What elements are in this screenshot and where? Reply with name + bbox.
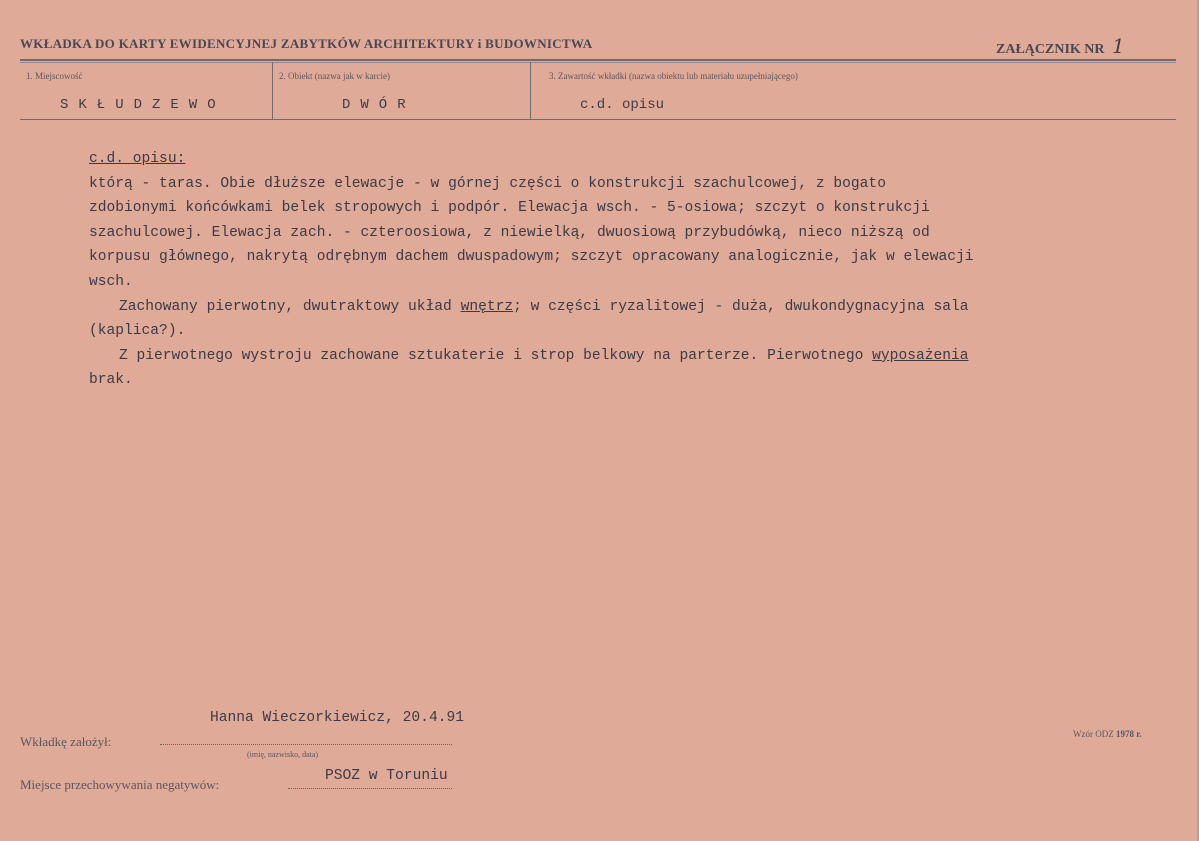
text-span: Zachowany pierwotny, dwutraktowy układ — [119, 298, 461, 315]
author-dotted-line — [160, 744, 452, 745]
annex-number-value: 1 — [1112, 34, 1125, 58]
text-line: którą - taras. Obie dłuższe elewacje - w górnej części o konstrukcji szachulcowej, z bogato — [89, 175, 886, 192]
header-rule-thin — [20, 62, 1176, 63]
paragraph-decor — [89, 344, 1099, 369]
description-text — [89, 147, 1099, 393]
author-value: Hanna Wieczorkiewicz, 20.4.91 — [210, 710, 464, 726]
annex-number — [996, 34, 1125, 58]
text-line: brak. — [89, 372, 133, 389]
locality-label: 1. Miejscowość — [26, 71, 83, 81]
annex-label: ZAŁĄCZNIK NR — [996, 42, 1105, 57]
paragraph-interior — [89, 295, 1099, 320]
model-label: Wzór ODZ — [1073, 729, 1114, 739]
storage-label: Miejsce przechowywania negatywów: — [20, 777, 220, 792]
author-label: Wkładkę założył: — [20, 734, 112, 749]
author-caption: (imię, nazwisko, data) — [247, 750, 319, 759]
form-title: WKŁADKA DO KARTY EWIDENCYJNEJ ZABYTKÓW ARCHITEKTURY i BUDOWNICTWA — [20, 36, 593, 51]
storage-value: PSOZ w Toruniu — [325, 768, 448, 784]
field-divider — [272, 62, 273, 119]
underlined-term: wnętrz — [460, 298, 514, 315]
text-line: zdobionymi końcówkami belek stropowych i podpór. Elewacja wsch. - 5-osiowa; szczyt o konstrukcji — [89, 200, 930, 217]
object-label: 2. Obiekt (nazwa jak w karcie) — [279, 71, 390, 81]
object-value: DWÓR — [342, 97, 416, 113]
model-year: 1978 r. — [1115, 729, 1142, 739]
text-line: (kaplica?). — [89, 323, 186, 340]
header-rule — [20, 59, 1176, 61]
locality-value: SKŁUDZEWO — [60, 97, 226, 113]
section-heading: c.d. opisu: — [89, 151, 186, 167]
content-value: c.d. opisu — [580, 97, 665, 113]
text-line: korpusu głównego, nakrytą odrębnym dachem dwuspadowym; szczyt opracowany analogicznie, jak w elewacji — [89, 249, 974, 266]
field-divider — [530, 62, 531, 119]
text-span: ; w części ryzalitowej - duża, dwukondygnacyjna sala — [513, 298, 969, 315]
fields-rule — [20, 119, 1176, 120]
text-line: wsch. — [89, 273, 133, 290]
form-model — [1073, 729, 1142, 739]
content-label: 3. Zawartość wkładki (nazwa obiektu lub materiału uzupełniającego) — [549, 71, 798, 81]
underlined-term: wyposażenia — [872, 347, 969, 364]
text-span: Z pierwotnego wystroju zachowane sztukaterie i strop belkowy na parterze. Pierwotnego — [119, 347, 873, 364]
text-line: szachulcowej. Elewacja zach. - czteroosiowa, z niewielką, dwuosiową przybudówką, nieco niższą od — [89, 224, 930, 241]
storage-dotted-line — [288, 788, 452, 789]
